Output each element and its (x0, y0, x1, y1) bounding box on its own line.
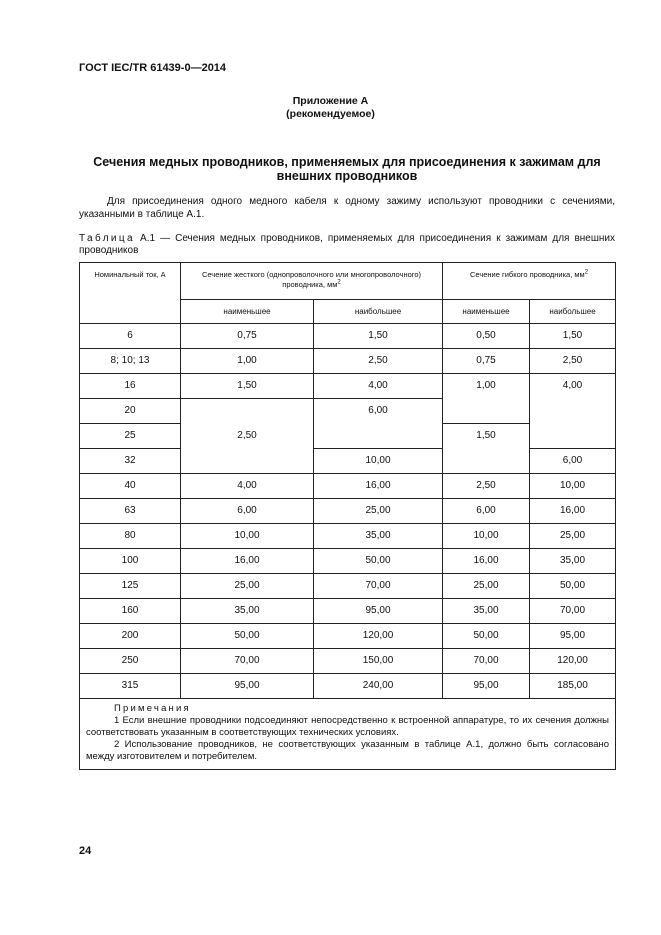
subheader-flexible-min: наименьшее (443, 300, 530, 324)
cell-rigid-min: 1,50 (181, 374, 314, 399)
page-number: 24 (79, 845, 92, 857)
cell-current: 8; 10; 13 (80, 349, 181, 374)
appendix-title: Приложение А (292, 95, 369, 107)
cell-flex-max: 4,00 (530, 374, 616, 449)
cell-flex-min: 95,00 (443, 674, 530, 699)
cell-rigid-max: 4,00 (314, 374, 443, 399)
cell-flex-max: 2,50 (530, 349, 616, 374)
cell-flex-min: 25,00 (443, 574, 530, 599)
cell-current: 80 (80, 524, 181, 549)
cell-rigid-max: 95,00 (314, 599, 443, 624)
cell-rigid-max: 50,00 (314, 549, 443, 574)
cell-flex-min: 16,00 (443, 549, 530, 574)
cell-current: 100 (80, 549, 181, 574)
cell-rigid-max: 240,00 (314, 674, 443, 699)
cell-current: 20 (80, 399, 181, 424)
cell-rigid-max: 1,50 (314, 324, 443, 349)
cell-flex-max: 185,00 (530, 674, 616, 699)
cell-flex-max: 95,00 (530, 624, 616, 649)
cell-flex-min: 0,75 (443, 349, 530, 374)
cell-current: 125 (80, 574, 181, 599)
table-row (80, 374, 616, 399)
table-header-row (80, 263, 616, 300)
header-rigid-sq: 2 (337, 279, 341, 286)
table-row (80, 349, 616, 374)
cell-rigid-max: 150,00 (314, 649, 443, 674)
table-caption (79, 233, 615, 257)
table-row (80, 574, 616, 599)
cell-flex-min: 50,00 (443, 624, 530, 649)
cell-flex-max: 10,00 (530, 474, 616, 499)
table-notes-row (80, 699, 616, 770)
cell-flex-max: 16,00 (530, 499, 616, 524)
header-rigid-section (181, 263, 443, 300)
header-rigid-text: Сечение жесткого (однопроволочного или многопроволочного) проводника, мм (201, 270, 422, 289)
cell-current: 6 (80, 324, 181, 349)
cell-current: 16 (80, 374, 181, 399)
cell-rigid-max: 25,00 (314, 499, 443, 524)
header-rated-current (80, 263, 181, 324)
subheader-rigid-max: наибольшее (314, 300, 443, 324)
table-row (80, 599, 616, 624)
cell-flex-min: 6,00 (443, 499, 530, 524)
cell-flex-max: 35,00 (530, 549, 616, 574)
subheader-rigid-min: наименьшее (181, 300, 314, 324)
standard-code: ГОСТ IEC/TR 61439-0—2014 (79, 62, 227, 74)
cell-rigid-min: 35,00 (181, 599, 314, 624)
note-2: 2 Использование проводников, не соответствующих указанным в таблице А.1, должно быть согласовано между изготовителем и потребителем. (86, 739, 610, 762)
appendix-heading (0, 95, 661, 121)
cell-current: 63 (80, 499, 181, 524)
table-row (80, 524, 616, 549)
header-flexible-text: Сечение гибкого проводника, мм (469, 270, 585, 279)
cell-current: 40 (80, 474, 181, 499)
table-caption-label: Таблица (79, 233, 136, 244)
cell-rigid-min: 95,00 (181, 674, 314, 699)
cell-flex-max: 25,00 (530, 524, 616, 549)
cell-current: 315 (80, 674, 181, 699)
page-title: Сечения медных проводников, применяемых для присоединения к зажимам для внешних проводников (93, 155, 601, 183)
cell-rigid-min: 10,00 (181, 524, 314, 549)
cell-current: 200 (80, 624, 181, 649)
cell-rigid-max: 10,00 (314, 449, 443, 474)
cell-current: 250 (80, 649, 181, 674)
cell-flex-min: 2,50 (443, 474, 530, 499)
intro-paragraph: Для присоединения одного медного кабеля к одному зажиму используют проводники с сечениями, указанными в таблице А.1. (79, 196, 615, 220)
cell-rigid-min: 1,00 (181, 349, 314, 374)
header-flexible-sq: 2 (584, 269, 589, 276)
cell-flex-min: 0,50 (443, 324, 530, 349)
cell-rigid-min: 0,75 (181, 324, 314, 349)
note-1: 1 Если внешние проводники подсоединяют непосредственно к встроенной аппаратуре, то их сечения должны соответствовать указанным в соответствующих технических условиях. (86, 715, 610, 738)
cell-flex-max: 50,00 (530, 574, 616, 599)
cell-current: 32 (80, 449, 181, 474)
cell-flex-max: 70,00 (530, 599, 616, 624)
table-row (80, 674, 616, 699)
cell-rigid-max: 35,00 (314, 524, 443, 549)
cell-flex-min: 1,50 (443, 424, 530, 474)
notes-heading: Примечания (114, 703, 191, 714)
table-row (80, 324, 616, 349)
table-row (80, 449, 616, 474)
cell-rigid-max: 120,00 (314, 624, 443, 649)
cell-flex-min: 35,00 (443, 599, 530, 624)
cell-rigid-max: 6,00 (314, 399, 443, 449)
cell-rigid-min: 16,00 (181, 549, 314, 574)
table-row (80, 499, 616, 524)
cell-rigid-max: 2,50 (314, 349, 443, 374)
table-row (80, 549, 616, 574)
cell-rigid-min: 70,00 (181, 649, 314, 674)
table-row (80, 624, 616, 649)
cell-flex-min: 10,00 (443, 524, 530, 549)
cell-rigid-min: 50,00 (181, 624, 314, 649)
sections-table (79, 262, 616, 770)
subheader-flexible-max: наибольшее (530, 300, 616, 324)
cell-rigid-max: 16,00 (314, 474, 443, 499)
table-row (80, 649, 616, 674)
header-rated-current-text: Номинальный ток, А (94, 270, 166, 279)
cell-rigid-max: 70,00 (314, 574, 443, 599)
cell-flex-max: 6,00 (530, 449, 616, 474)
appendix-subtitle: (рекомендуемое) (286, 108, 375, 120)
table-row (80, 474, 616, 499)
table-caption-text: А.1 — Сечения медных проводников, применяемых для присоединения к зажимам для внешних проводников (79, 233, 615, 256)
cell-current: 25 (80, 424, 181, 449)
table-notes (80, 699, 616, 770)
header-flexible-section (443, 263, 616, 300)
cell-rigid-min: 2,50 (181, 399, 314, 474)
cell-flex-max: 1,50 (530, 324, 616, 349)
cell-rigid-min: 25,00 (181, 574, 314, 599)
cell-current: 160 (80, 599, 181, 624)
cell-rigid-min: 4,00 (181, 474, 314, 499)
cell-flex-max: 120,00 (530, 649, 616, 674)
cell-flex-min: 70,00 (443, 649, 530, 674)
cell-rigid-min: 6,00 (181, 499, 314, 524)
cell-flex-min: 1,00 (443, 374, 530, 424)
